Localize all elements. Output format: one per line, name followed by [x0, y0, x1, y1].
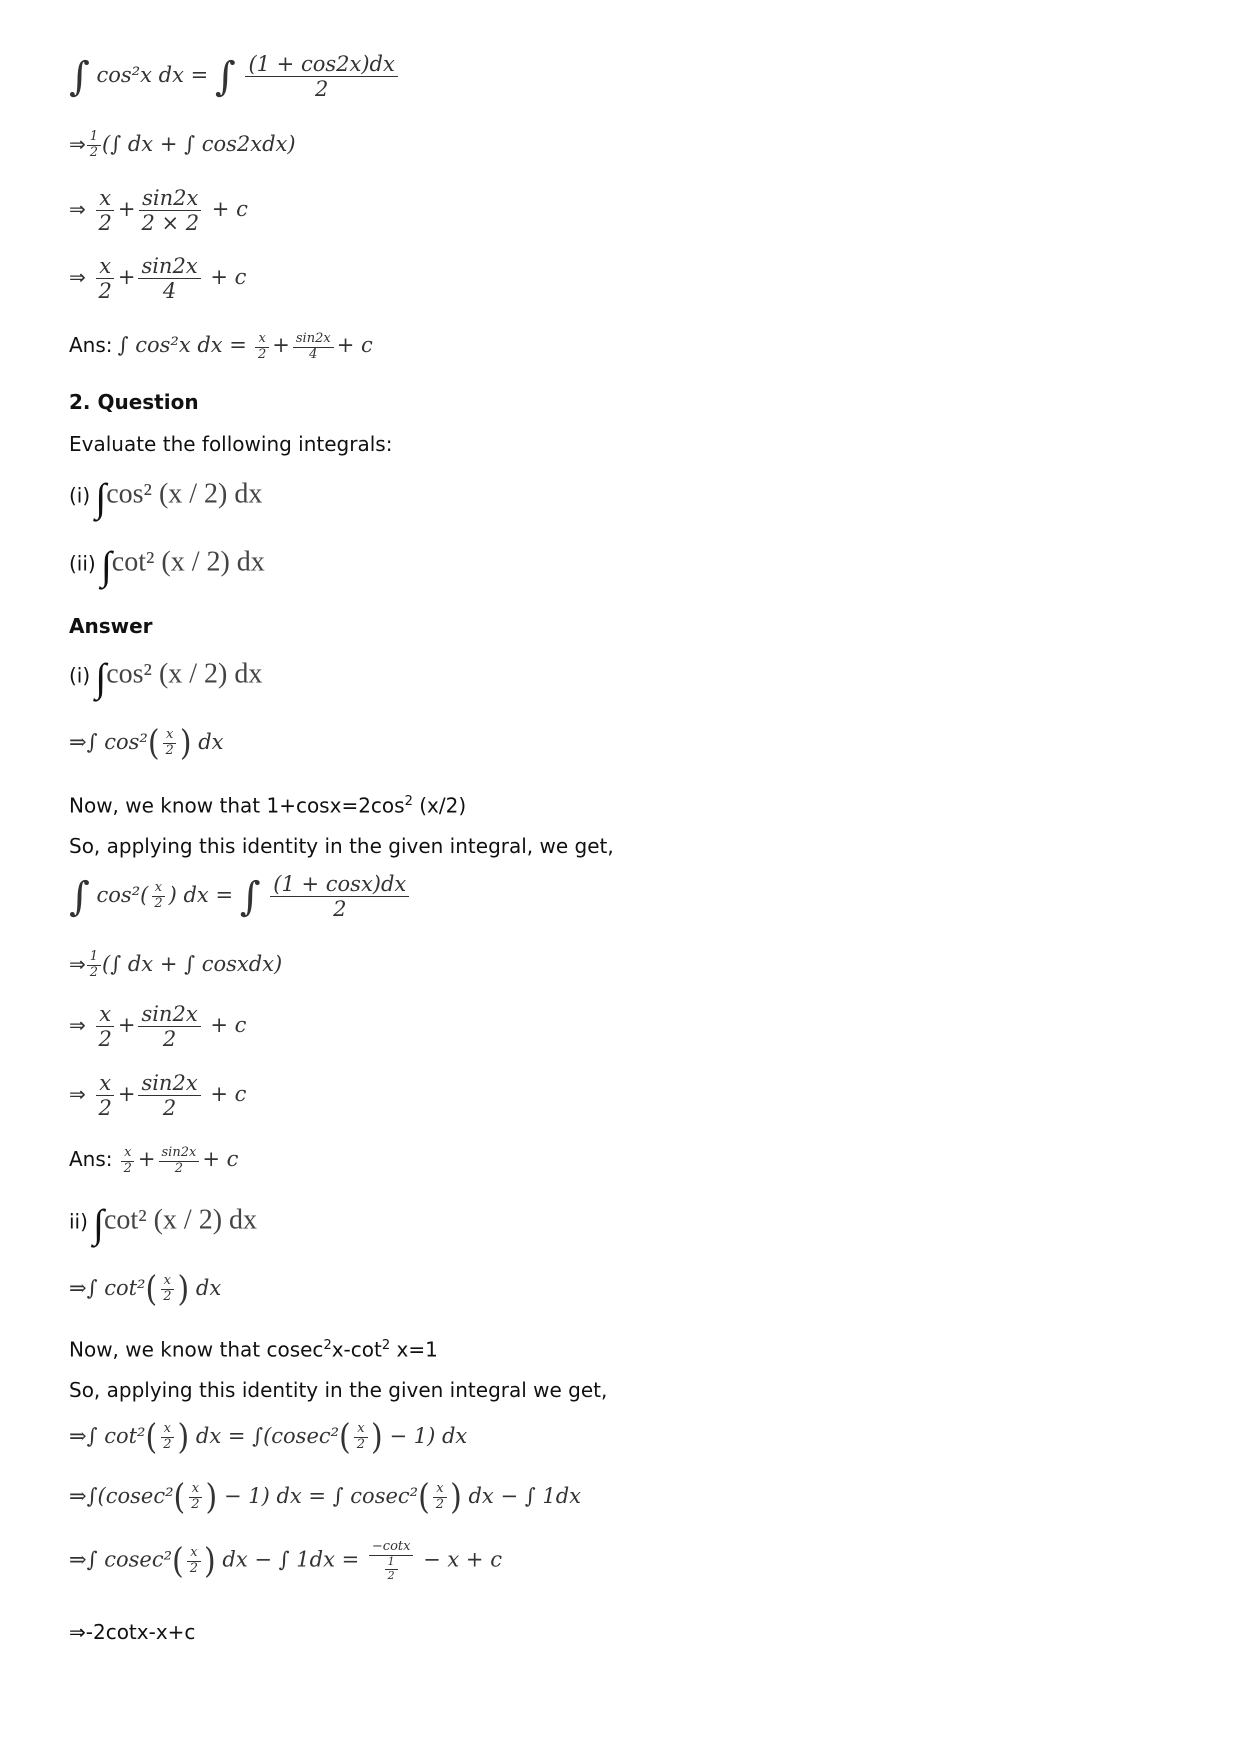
answer-part-ii: ii) ∫cot² (x / 2) dx: [69, 1201, 258, 1246]
answer-cos2x: Ans: ∫ cos²x dx = $\frac{x}{2}$ + $\frac{\sin 2x}{4}$ + c: [69, 331, 373, 362]
answer-ii-eq2: ⇒∫(cosec²( $\frac{x}{2}$ ) − 1) dx = ∫ cosec²( $\frac{x}{2}$ ) dx − ∫ 1dx: [69, 1477, 581, 1518]
answer-ii-eq3: ⇒∫ cosec²( $\frac{x}{2}$ ) dx − ∫ 1dx = $\frac{-\cot x}{\frac{1}{2}}$ − x + c: [69, 1539, 502, 1582]
answer-i-eq2: ⇒ $\frac{1}{2}$ (∫ dx + ∫ cosxdx): [69, 949, 283, 980]
answer-i-eq4: ⇒ $\frac{x}{2}$ + $\frac{\sin 2x}{2}$ + c: [69, 1071, 247, 1121]
question-heading: 2. Question: [69, 390, 199, 414]
eq-cos2x-step4: ⇒ $\frac{x}{2}$ + $\frac{\sin 2x}{4}$ + c: [69, 254, 247, 304]
eq-cos2x-setup: [69, 52, 401, 101]
eq-cos2x-step3: ⇒ $\frac{x}{2}$ + $\frac{\sin 2x}{2 \times 2}$ + c: [69, 186, 248, 236]
answer-i-step1: ⇒∫ cos²( $\frac{x}{2}$ ) dx: [69, 723, 224, 764]
applying-identity-2: So, applying this identity in the given integral we get,: [69, 1378, 608, 1402]
answer-i-eq3: ⇒ $\frac{x}{2}$ + $\frac{\sin 2x}{2}$ + c: [69, 1002, 247, 1052]
eq1-fraction: $\frac{(1 + \cos 2x)dx}{2}$: [245, 52, 397, 101]
eq-cos2x-split: ⇒ $\frac{1}{2}$ (∫ dx + ∫ cos2xdx): [69, 129, 296, 160]
answer-ii-final: ⇒-2cotx-x+c: [69, 1620, 196, 1644]
answer-heading: Answer: [69, 614, 153, 638]
question-part-ii: (ii) ∫cot² (x / 2) dx: [69, 543, 265, 588]
integral-sign: ∫: [69, 53, 90, 100]
applying-identity-1: So, applying this identity in the given integral, we get,: [69, 834, 614, 858]
question-prompt: Evaluate the following integrals:: [69, 432, 393, 456]
eq1-lhs: cos²x dx =: [96, 63, 209, 88]
answer-ii-eq1: ⇒∫ cot²( $\frac{x}{2}$ ) dx = ∫(cosec²( $\frac{x}{2}$ ) − 1) dx: [69, 1417, 468, 1458]
question-part-i: (i) ∫cos² (x / 2) dx: [69, 475, 263, 520]
answer-ii-step1: ⇒∫ cot²( $\frac{x}{2}$ ) dx: [69, 1269, 222, 1310]
integral-sign: ∫: [214, 53, 236, 100]
identity-cos: Now, we know that $1+\cos x=2\cos^2$ (x/2): [69, 793, 467, 818]
answer-i-final: Ans: $\frac{x}{2}$ + $\frac{\sin 2x}{2}$ + c: [69, 1145, 239, 1176]
identity-cosec-cot: Now, we know that $cosec^2x-\cot^2$ x=1: [69, 1337, 438, 1362]
answer-i-eq1: ∫ cos²( $\frac{x}{2}$ ) dx = ∫ $\frac{(1 + \cos x)dx}{2}$: [69, 872, 412, 921]
answer-part-i: (i) ∫cos² (x / 2) dx: [69, 655, 263, 700]
